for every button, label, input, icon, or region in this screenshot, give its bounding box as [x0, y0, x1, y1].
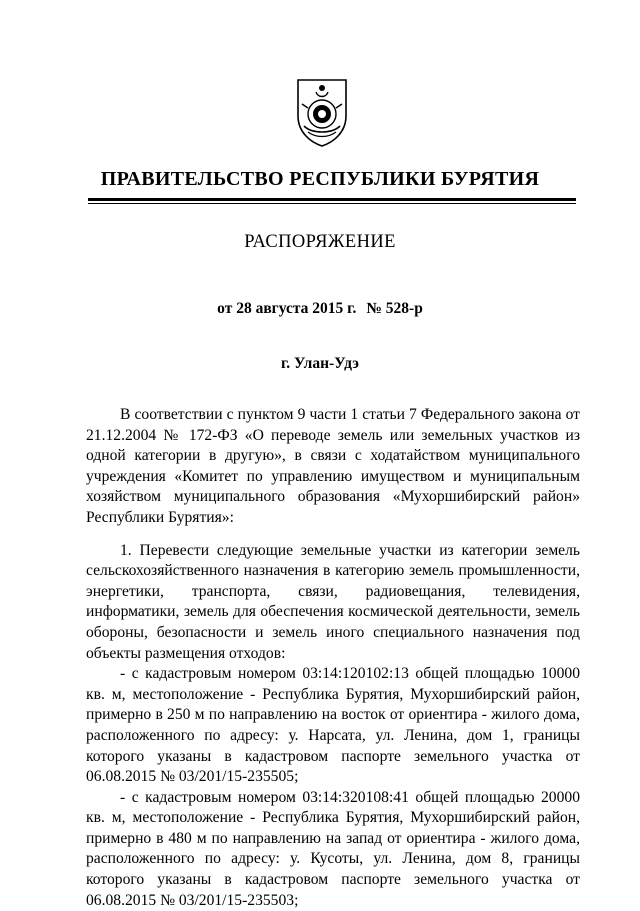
parcel-item: - с кадастровым номером 03:14:120102:13 общей площадью 10000 кв. м, местоположение - Республика Бурятия, Мухоршибирский район, примерно в 250 м по направлению на восток от ориентира - жилого дома, расположенного по адресу: у. Нарсата, ул. Ленина, дом 1, границы которого указаны в кадастровом паспорте земельного участка от 06.08.2015 № 03/201/15-235505; — [86, 665, 580, 786]
preamble-paragraph: В соответствии с пунктом 9 части 1 статьи 7 Федерального закона от 21.12.2004 № 172-ФЗ «О переводе земель или земельных участков из одной категории в другую», в связи с ходатайством муниципального учреждения «Комитет по управлению имуществом и муниципальным хозяйством муниципального образования «Мухоршибирский район» Республики Бурятия»: — [86, 406, 580, 526]
document-city: г. Улан-Удэ — [280, 355, 359, 372]
document-date-number — [0, 300, 640, 318]
document-number: № 528-р — [366, 300, 423, 317]
parcel-item: - с кадастровым номером 03:14:320108:41 общей площадью 20000 кв. м, местоположение - Республика Бурятия, Мухоршибирский район, примерно в 480 м по направлению на запад от ориентира - жилого дома, расположенного по адресу: у. Кусоты, ул. Ленина, дом 8, границы которого указаны в кадастровом паспорте земельного участка от 06.08.2015 № 03/201/15-235503; — [86, 788, 580, 909]
document-date: от 28 августа 2015 г. — [217, 300, 357, 317]
item-1-intro: 1. Перевести следующие земельные участки из категории земель сельскохозяйственного назначения в категорию земель промышленности, энергетики, транспорта, связи, радиовещания, телевидения, информатики, земель для обеспечения космической деятельности, земель обороны, безопасности и земель иного специального назначения под объекты размещения отходов: — [86, 541, 580, 662]
document-body — [86, 405, 580, 911]
organization-title: ПРАВИТЕЛЬСТВО РЕСПУБЛИКИ БУРЯТИЯ — [100, 168, 540, 190]
header-rule-thick — [88, 198, 576, 201]
document-type: РАСПОРЯЖЕНИЕ — [244, 232, 396, 252]
header-rule-thin — [88, 203, 576, 204]
coat-of-arms-icon — [294, 76, 350, 148]
